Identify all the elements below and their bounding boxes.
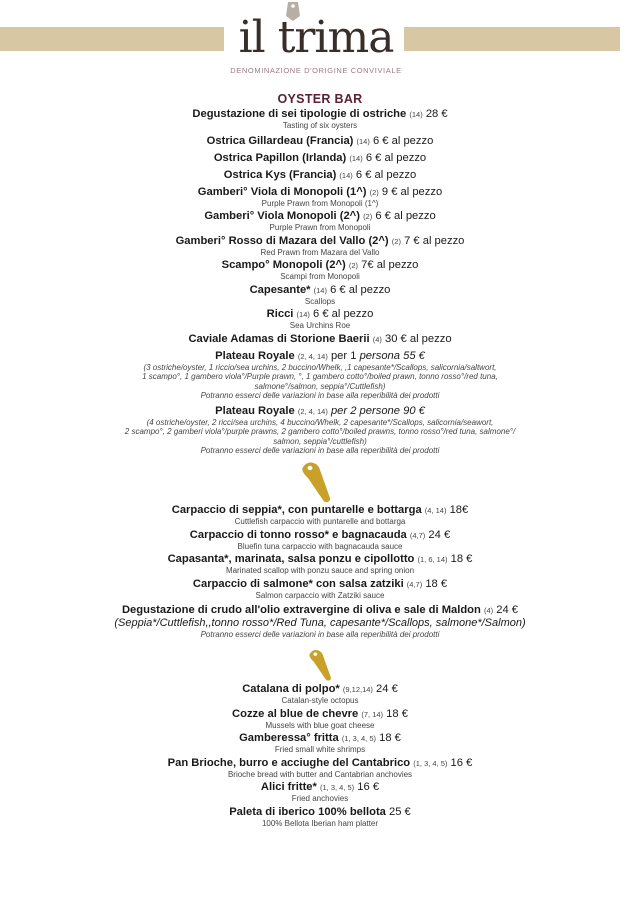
item-translation: Marinated scallop with ponzu sauce and spring onion (225, 566, 415, 575)
menu-item: Gamberi° Viola Monopoli (2^) (2) 6 € al pezzo (204, 210, 436, 222)
menu-item: Carpaccio di salmone* con salsa zatziki (4,7) 18 € (192, 577, 448, 590)
availability-note: Potranno esserci delle variazioni in base alla reperibilità dei prodotti (200, 630, 440, 639)
menu-item: Pan Brioche, burro e acciughe del Cantabrico (1, 3, 4, 5) 16 € (167, 756, 473, 769)
plateau-description: salmon, seppia°/cuttlefish) (273, 436, 367, 446)
menu-item: Ostrica Kys (Francia) (14) 6 € al pezzo (223, 168, 417, 181)
crudi-section (0, 504, 640, 640)
plateau-item: Plateau Royale (2, 4, 14) per 2 persone 90 € (215, 404, 425, 417)
plateau-item: Plateau Royale (2, 4, 14) per 1 persona 55 € (215, 349, 425, 362)
item-translation: 100% Bellota Iberian ham platter (261, 818, 379, 828)
menu-item: Ostrica Gillardeau (Francia) (14) 6 € al pezzo (206, 134, 434, 147)
item-translation: Fried small white shrimps (274, 745, 366, 754)
oyster-knife-icon (306, 648, 334, 682)
header-band-right (404, 27, 620, 51)
item-translation: Tasting of six oysters (282, 121, 358, 130)
cotti-section (0, 683, 640, 828)
item-translation: Catalan-style octopus (281, 696, 359, 705)
plateau-description: salmone°/salmon, seppia°/Cuttlefish) (254, 381, 386, 391)
menu-item: Scampo° Monopoli (2^) (2) 7€ al pezzo (221, 259, 419, 271)
availability-note: Potranno esserci delle variazioni in base alla reperibilità dei prodotti (200, 391, 440, 400)
item-translation: Bluefin tuna carpaccio with bagnacauda sauce (237, 541, 403, 551)
menu-item: Capasanta*, marinata, salsa ponzu e cipollotto (1, 6, 14) 18 € (167, 553, 473, 565)
plateau-description: 2 scampo°, 2 gamberi viola°/purple prawns, 2 gambero cotto°/boiled prawns, tonno rosso°/red tuna, salmone°/ (124, 427, 516, 436)
plateau-description: 1 scampo°, 1 gambero viola°/Purple prawn, °, 1 gambero cotto°/boiled prawn, tonno rosso°/red tuna, (142, 372, 498, 381)
item-translation: Sea Urchins Roe (289, 321, 351, 330)
menu-item: Caviale Adamas di Storione Baerii (4) 30 € al pezzo (188, 332, 452, 345)
menu-item: Degustazione di sei tipologie di ostriche (14) 28 € (192, 108, 448, 120)
menu-item: Capesante* (14) 6 € al pezzo (249, 283, 391, 296)
menu-item: Alici fritte* (1, 3, 4, 5) 16 € (260, 781, 380, 793)
item-translation: Red Prawn from Mazara del Vallo (260, 247, 380, 257)
menu-item: Degustazione di crudo all'olio extravergine di oliva e sale di Maldon (4) 24 € (121, 604, 519, 616)
item-translation: Mussels with blue goat cheese (265, 720, 375, 730)
item-translation: Salmon carpaccio with Zatziki sauce (255, 590, 385, 600)
menu-item: Paleta di iberico 100% bellota 25 € (229, 805, 411, 818)
oyster-knife-icon (298, 460, 334, 504)
item-translation: Scallops (304, 296, 336, 306)
availability-note: Potranno esserci delle variazioni in base alla reperibilità dei prodotti (200, 446, 440, 455)
menu-item: Cozze al blue de chevre (7, 14) 18 € (232, 707, 408, 720)
brand-logo (228, 0, 404, 80)
item-translation: Scampi from Monopoli (280, 272, 360, 281)
item-translation: Brioche bread with butter and Cantabrian anchovies (227, 769, 413, 779)
menu-item: Catalana di polpo* (9,12,14) 24 € (242, 683, 398, 695)
menu-item: Gamberessa° fritta (1, 3, 4, 5) 18 € (239, 732, 401, 744)
logo-tagline: DENOMINAZIONE D'ORIGINE CONVIVIALE (230, 66, 402, 75)
menu-item: Carpaccio di seppia*, con puntarelle e bottarga (4, 14) 18€ (171, 504, 469, 516)
item-translation: Purple Prawn from Monopoli (269, 223, 371, 232)
oyster-bar-section (0, 92, 640, 456)
item-translation: Fried anchovies (291, 794, 349, 803)
plateau-description: (3 ostriche/oyster, 1 riccio/sea urchins, 2 buccino/Whelk, ,1 capesante*/Scallops, salicornia/saltwort, (143, 362, 497, 372)
plateau-description: (4 ostriche/oyster, 2 ricci/sea urchins, 4 buccino/Whelk, 2 capesante*/Scallops, salicornia/seawort, (146, 417, 494, 427)
item-translation: Cuttlefish carpaccio with puntarelle and bottarga (234, 517, 406, 526)
menu-item: Gamberi° Rosso di Mazara del Vallo (2^) (2) 7 € al pezzo (175, 234, 465, 247)
header-band-left (0, 27, 224, 51)
logo-word: il trima (238, 12, 394, 63)
menu-item: Ostrica Papillon (Irlanda) (14) 6 € al pezzo (213, 151, 427, 164)
item-translation: Purple Prawn from Monopoli (1^) (261, 198, 379, 208)
menu-item: Ricci (14) 6 € al pezzo (266, 308, 374, 320)
menu-item: Gamberi° Viola di Monopoli (1^) (2) 9 € al pezzo (197, 185, 443, 198)
degustazione-description: (Seppia*/Cuttlefish,,tonno rosso*/Red Tuna, capesante*/Scallops, salmone*/Salmon) (114, 617, 526, 629)
section-title: OYSTER BAR (277, 92, 363, 106)
menu-item: Carpaccio di tonno rosso* e bagnacauda (4,7) 24 € (189, 528, 451, 541)
